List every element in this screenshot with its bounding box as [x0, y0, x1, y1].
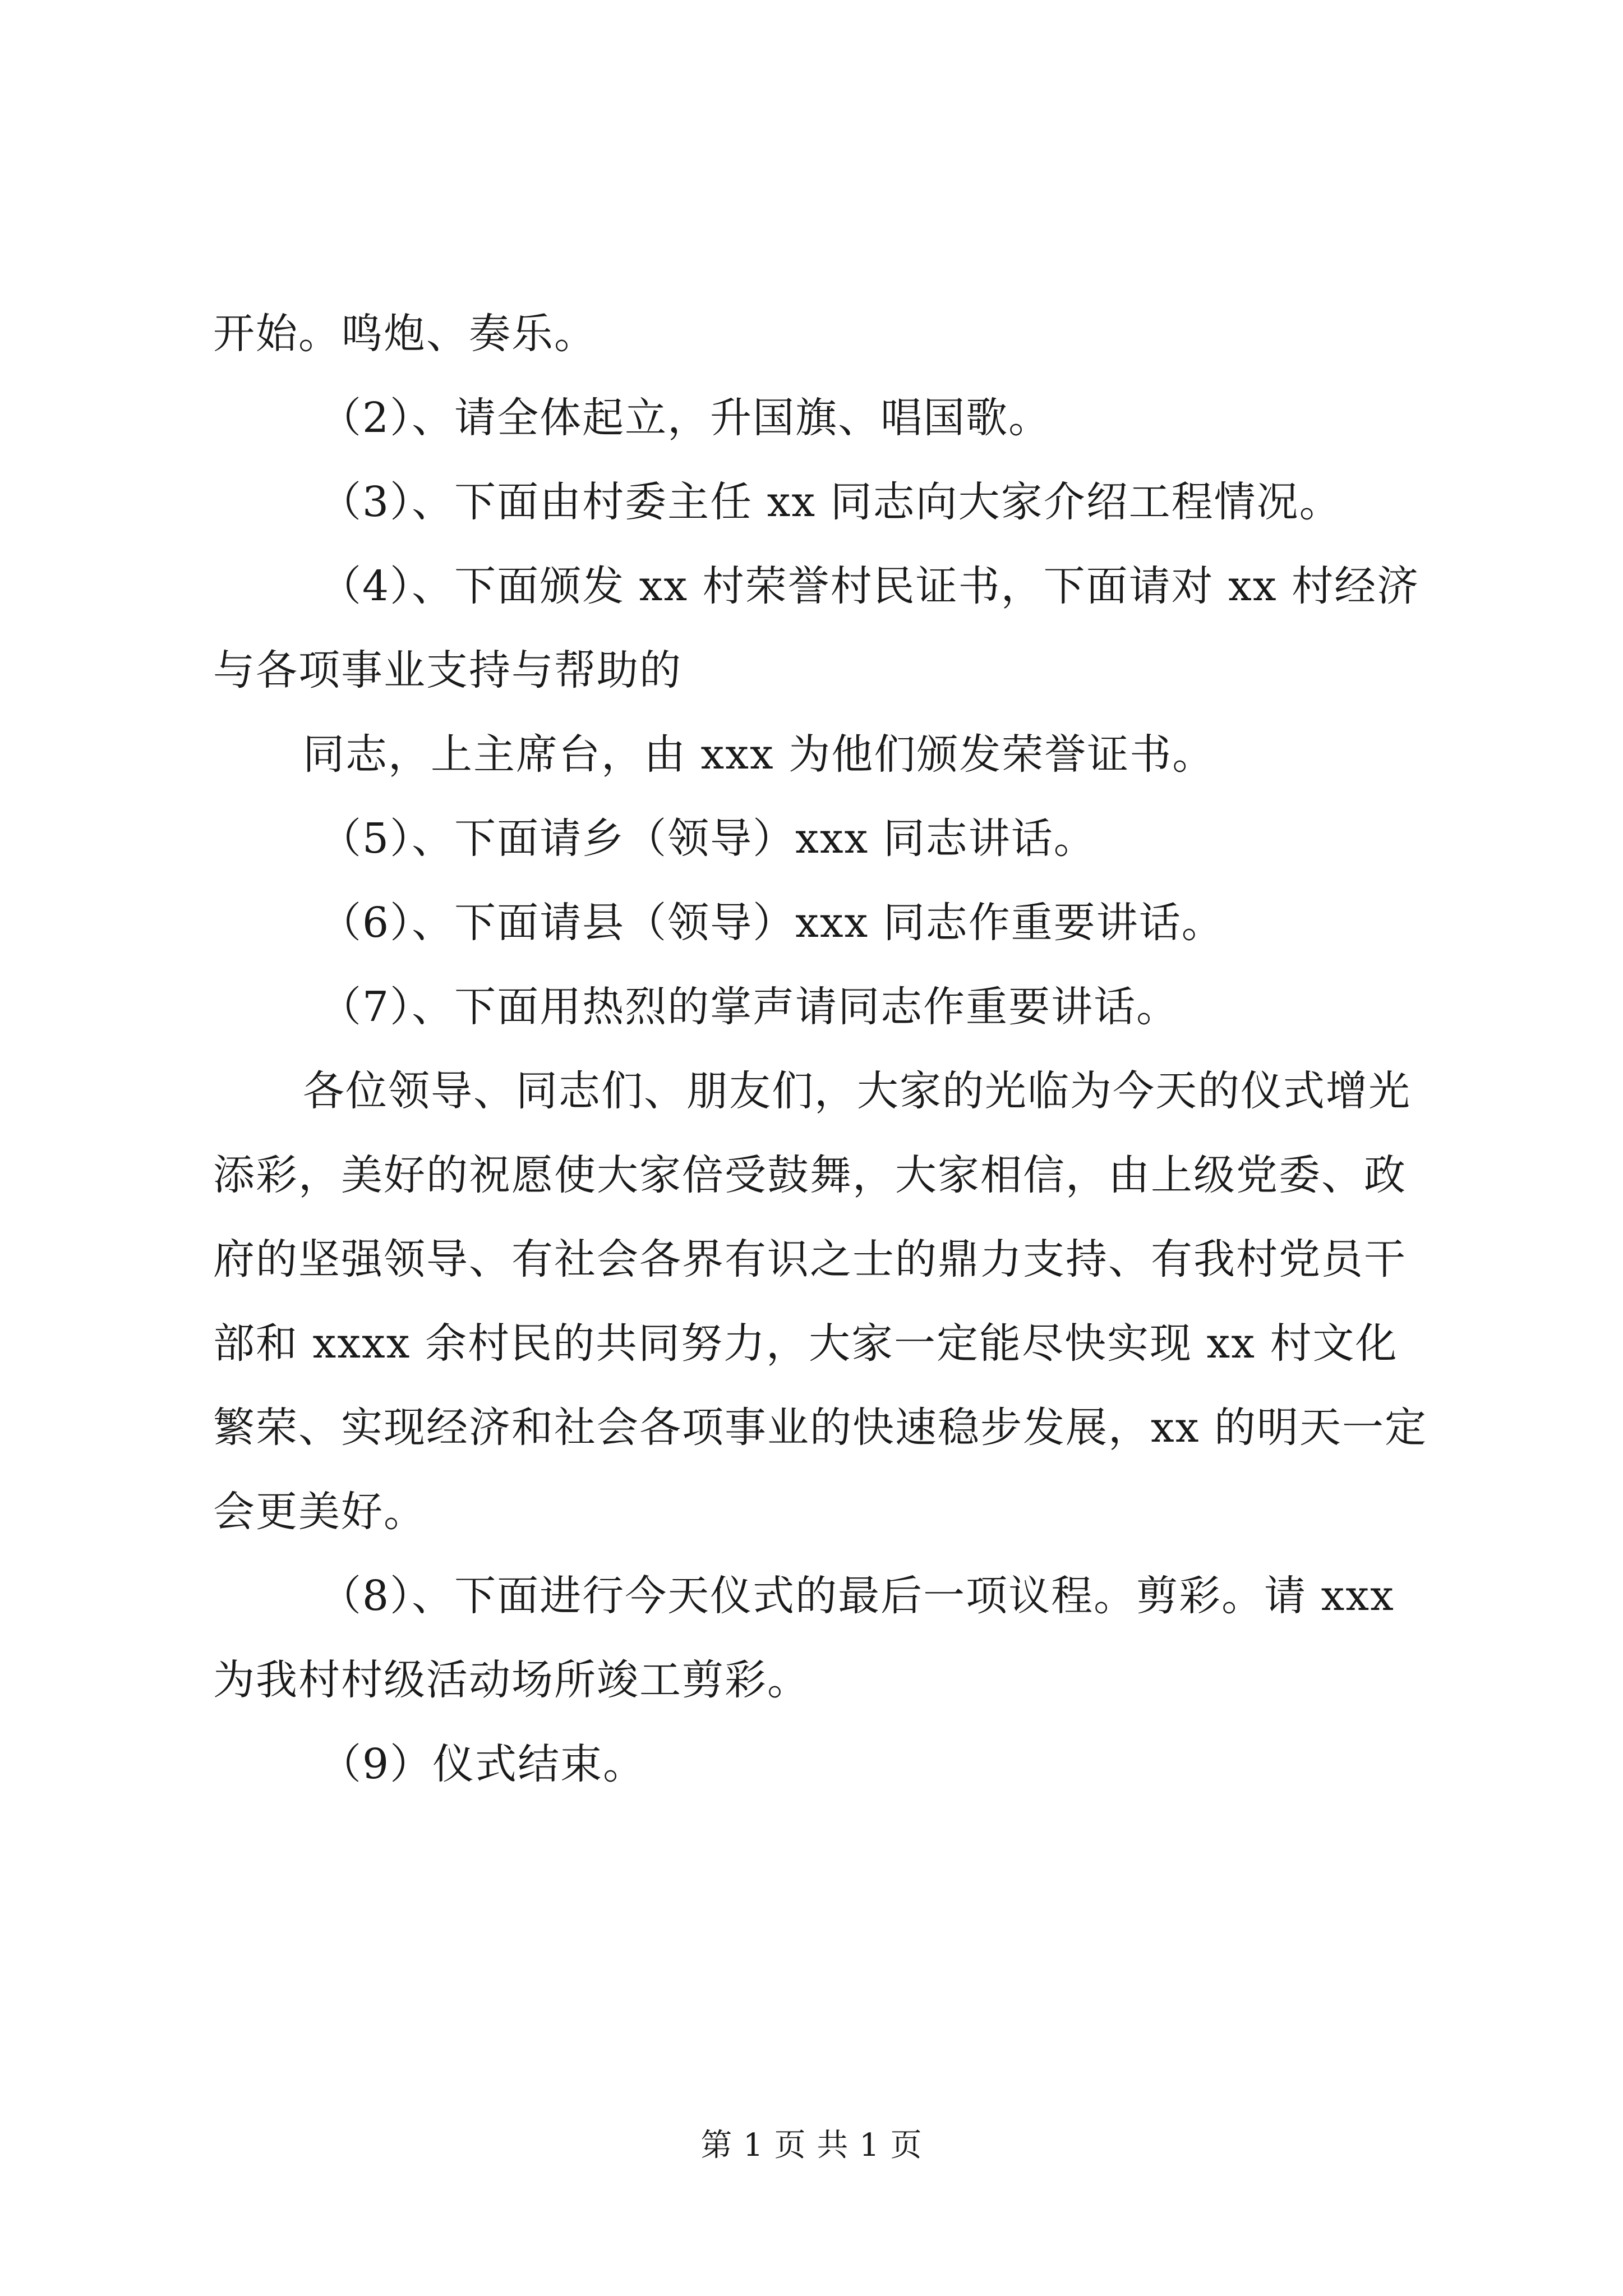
paragraph-10: （8）、下面进行今天仪式的最后一项议程。剪彩。请 xxx 为我村村级活动场所竣工剪彩。 [213, 1572, 1395, 1704]
paragraph-9: 各位领导、同志们、朋友们，大家的光临为今天的仪式增光添彩，美好的祝愿使大家倍受鼓舞，大家相信，由上级党委、政府的坚强领导、有社会各界有识之士的鼎力支持、有我村党员干部和 xxxx 余村民的共同努力，大家一定能尽快实现 xx 村文化繁荣、实现经济和社会各项事业的快速稳步发展，xx 的明天一定会更美好。 [213, 1067, 1427, 1536]
document-body [213, 292, 1430, 1806]
paragraph-5: 同志，上主席台，由 xxx 为他们颁发荣誉证书。 [303, 730, 1215, 779]
paragraph-11: （9）仪式结束。 [320, 1740, 646, 1788]
paragraph-7: （6）、下面请县（领导）xxx 同志作重要讲话。 [320, 899, 1224, 947]
paragraph-6: （5）、下面请乡（领导）xxx 同志讲话。 [320, 815, 1096, 863]
paragraph-4: （4）、下面颁发 xx 村荣誉村民证书，下面请对 xx 村经济与各项事业支持与帮助的 [213, 562, 1420, 694]
page-footer: 第 1 页 共 1 页 [700, 2127, 923, 2164]
paragraph-3: （3）、下面由村委主任 xx 同志向大家介绍工程情况。 [320, 478, 1342, 526]
paragraph-2: （2）、请全体起立，升国旗、唱国歌。 [320, 394, 1052, 442]
paragraph-1: 开始。鸣炮、奏乐。 [213, 310, 597, 358]
paragraph-8: （7）、下面用热烈的掌声请同志作重要讲话。 [320, 983, 1179, 1031]
